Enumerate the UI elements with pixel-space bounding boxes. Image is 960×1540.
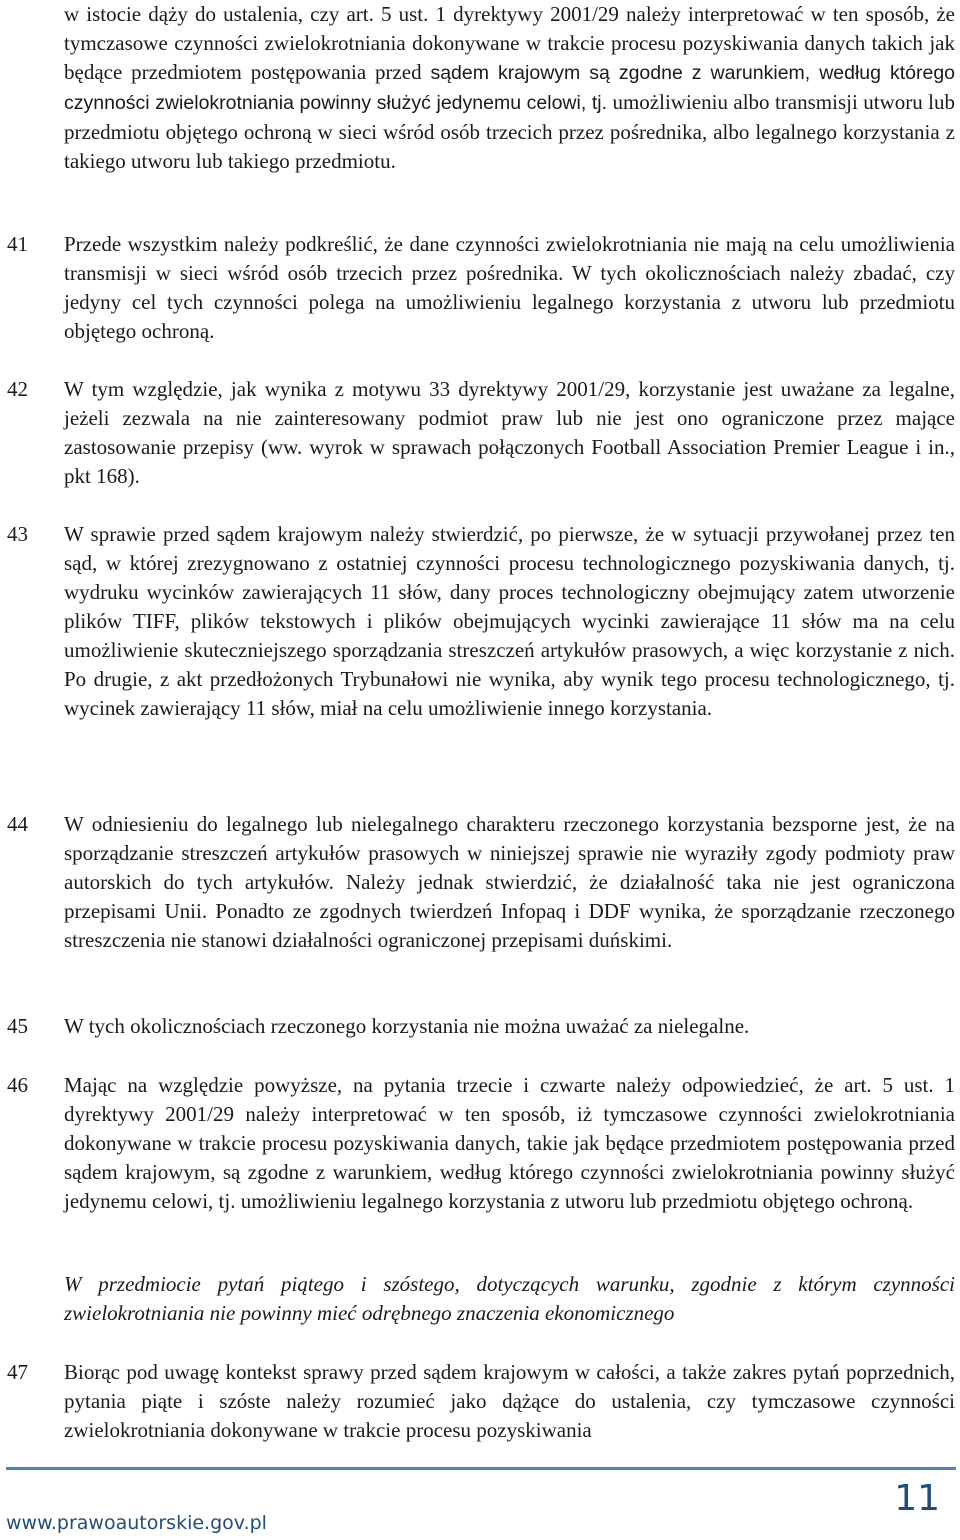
intro-paragraph [64,0,955,176]
paragraph-text: W tych okolicznościach rzeczonego korzystania nie można uważać za nielegalne. [64,1014,750,1038]
paragraph-41 [64,230,955,346]
paragraph-number: 43 [7,522,28,546]
paragraph-text: W tym względzie, jak wynika z motywu 33 dyrektywy 2001/29, korzystanie jest uważane za legalne, jeżeli zezwala na nie zainteresowany podmiot praw lub nie jest ono ograniczone przez mające zastosowanie przepisy (ww. wyrok w sprawach połączonych Football Association Premier League i in., pkt 168). [64,377,955,488]
paragraph-42 [64,375,955,491]
paragraph-number: 44 [7,812,28,836]
paragraph-number: 42 [7,377,28,401]
intro-serif-part: umożliwieniu albo transmisji utworu lub przedmiotu objętego ochroną w sieci wśród osób trzecich przez pośrednika, albo legalnego korzystania z takiego utworu lub takiego przedmiotu. [64,90,956,173]
paragraph-text: Przede wszystkim należy podkreślić, że dane czynności zwielokrotniania nie mają na celu umożliwienia transmisji w sieci wśród osób trzecich przez pośrednika. W tych okolicznościach należy zbadać, czy jedyny cel tych czynności polega na umożliwieniu legalnego korzystania z utworu lub przedmiotu objętego ochroną. [64,232,955,343]
paragraph-45 [64,1012,955,1041]
paragraph-number: 45 [7,1014,28,1038]
paragraph-44 [64,810,955,955]
intro-sans-part: sądem krajowym są zgodne z warunkiem, według którego czynności zwielokrotniania powinny służyć jedynemu celowi, tj. [64,62,956,114]
section-heading-text: W przedmiocie pytań piątego i szóstego, dotyczących warunku, zgodnie z którym czynności zwielokrotniania nie powinny mieć odrębnego znaczenia ekonomicznego [64,1272,955,1325]
page-number: 11 [894,1478,940,1519]
paragraph-46 [64,1071,955,1216]
footer-url[interactable]: www.prawoautorskie.gov.pl [6,1512,267,1534]
paragraph-47 [64,1358,955,1445]
paragraph-text: W odniesieniu do legalnego lub nielegalnego charakteru rzeczonego korzystania bezsporne jest, że na sporządzanie streszczeń artykułów prasowych w niniejszej sprawie nie wyraziły zgody podmioty praw autorskich do tych artykułów. Należy jednak stwierdzić, że działalność taka nie jest ograniczona przepisami Unii. Ponadto ze zgodnych twierdzeń Infopaq i DDF wynika, że sporządzanie rzeczonego streszczenia nie stanowi działalności ograniczonej przepisami duńskimi. [64,812,955,952]
footer-divider [6,1467,956,1470]
paragraph-number: 47 [7,1360,28,1384]
paragraph-number: 41 [7,232,28,256]
paragraph-text: W sprawie przed sądem krajowym należy stwierdzić, po pierwsze, że w sytuacji przywołanej przez ten sąd, w której zrezygnowano z ostatniej czynności procesu technologicznego pozyskiwania danych, tj. wydruku wycinków zawierających 11 słów, dany proces technologiczny obejmujący zatem utworzenie plików TIFF, plików tekstowych i plików obejmujących wycinki zawierające 11 słów ma na celu umożliwienie skuteczniejszego sporządzania streszczeń artykułów prasowych, a więc korzystanie z nich. Po drugie, z akt przedłożonych Trybunałowi nie wynika, aby wynik tego procesu technologicznego, tj. wycinek zawierający 11 słów, miał na celu umożliwienie innego korzystania. [64,522,955,720]
paragraph-number: 46 [7,1073,28,1097]
section-heading [64,1270,955,1328]
intro-line: w istocie dąży do ustalenia, czy art. 5 ust. 1 dyrektywy 2001/29 należy interpretować w ten sposób, że tymczasowe czynności zwielokrotniania dokonywane w trakcie procesu pozyskiwania danych takich jak będące przedmiotem postępowania przed [64,2,955,84]
paragraph-43 [64,520,955,723]
paragraph-text: Mając na względzie powyższe, na pytania trzecie i czwarte należy odpowiedzieć, że art. 5 ust. 1 dyrektywy 2001/29 należy interpretować w ten sposób, iż tymczasowe czynności zwielokrotniania dokonywane w trakcie procesu pozyskiwania danych, takie jak będące przedmiotem postępowania przed sądem krajowym, są zgodne z warunkiem, według którego czynności zwielokrotniania powinny służyć jedynemu celowi, tj. umożliwieniu legalnego korzystania z utworu lub przedmiotu objętego ochroną. [64,1073,955,1213]
paragraph-text: Biorąc pod uwagę kontekst sprawy przed sądem krajowym w całości, a także zakres pytań poprzednich, pytania piąte i szóste należy rozumieć jako dążące do ustalenia, czy tymczasowe czynności zwielokrotniania dokonywane w trakcie procesu pozyskiwania [64,1360,955,1442]
